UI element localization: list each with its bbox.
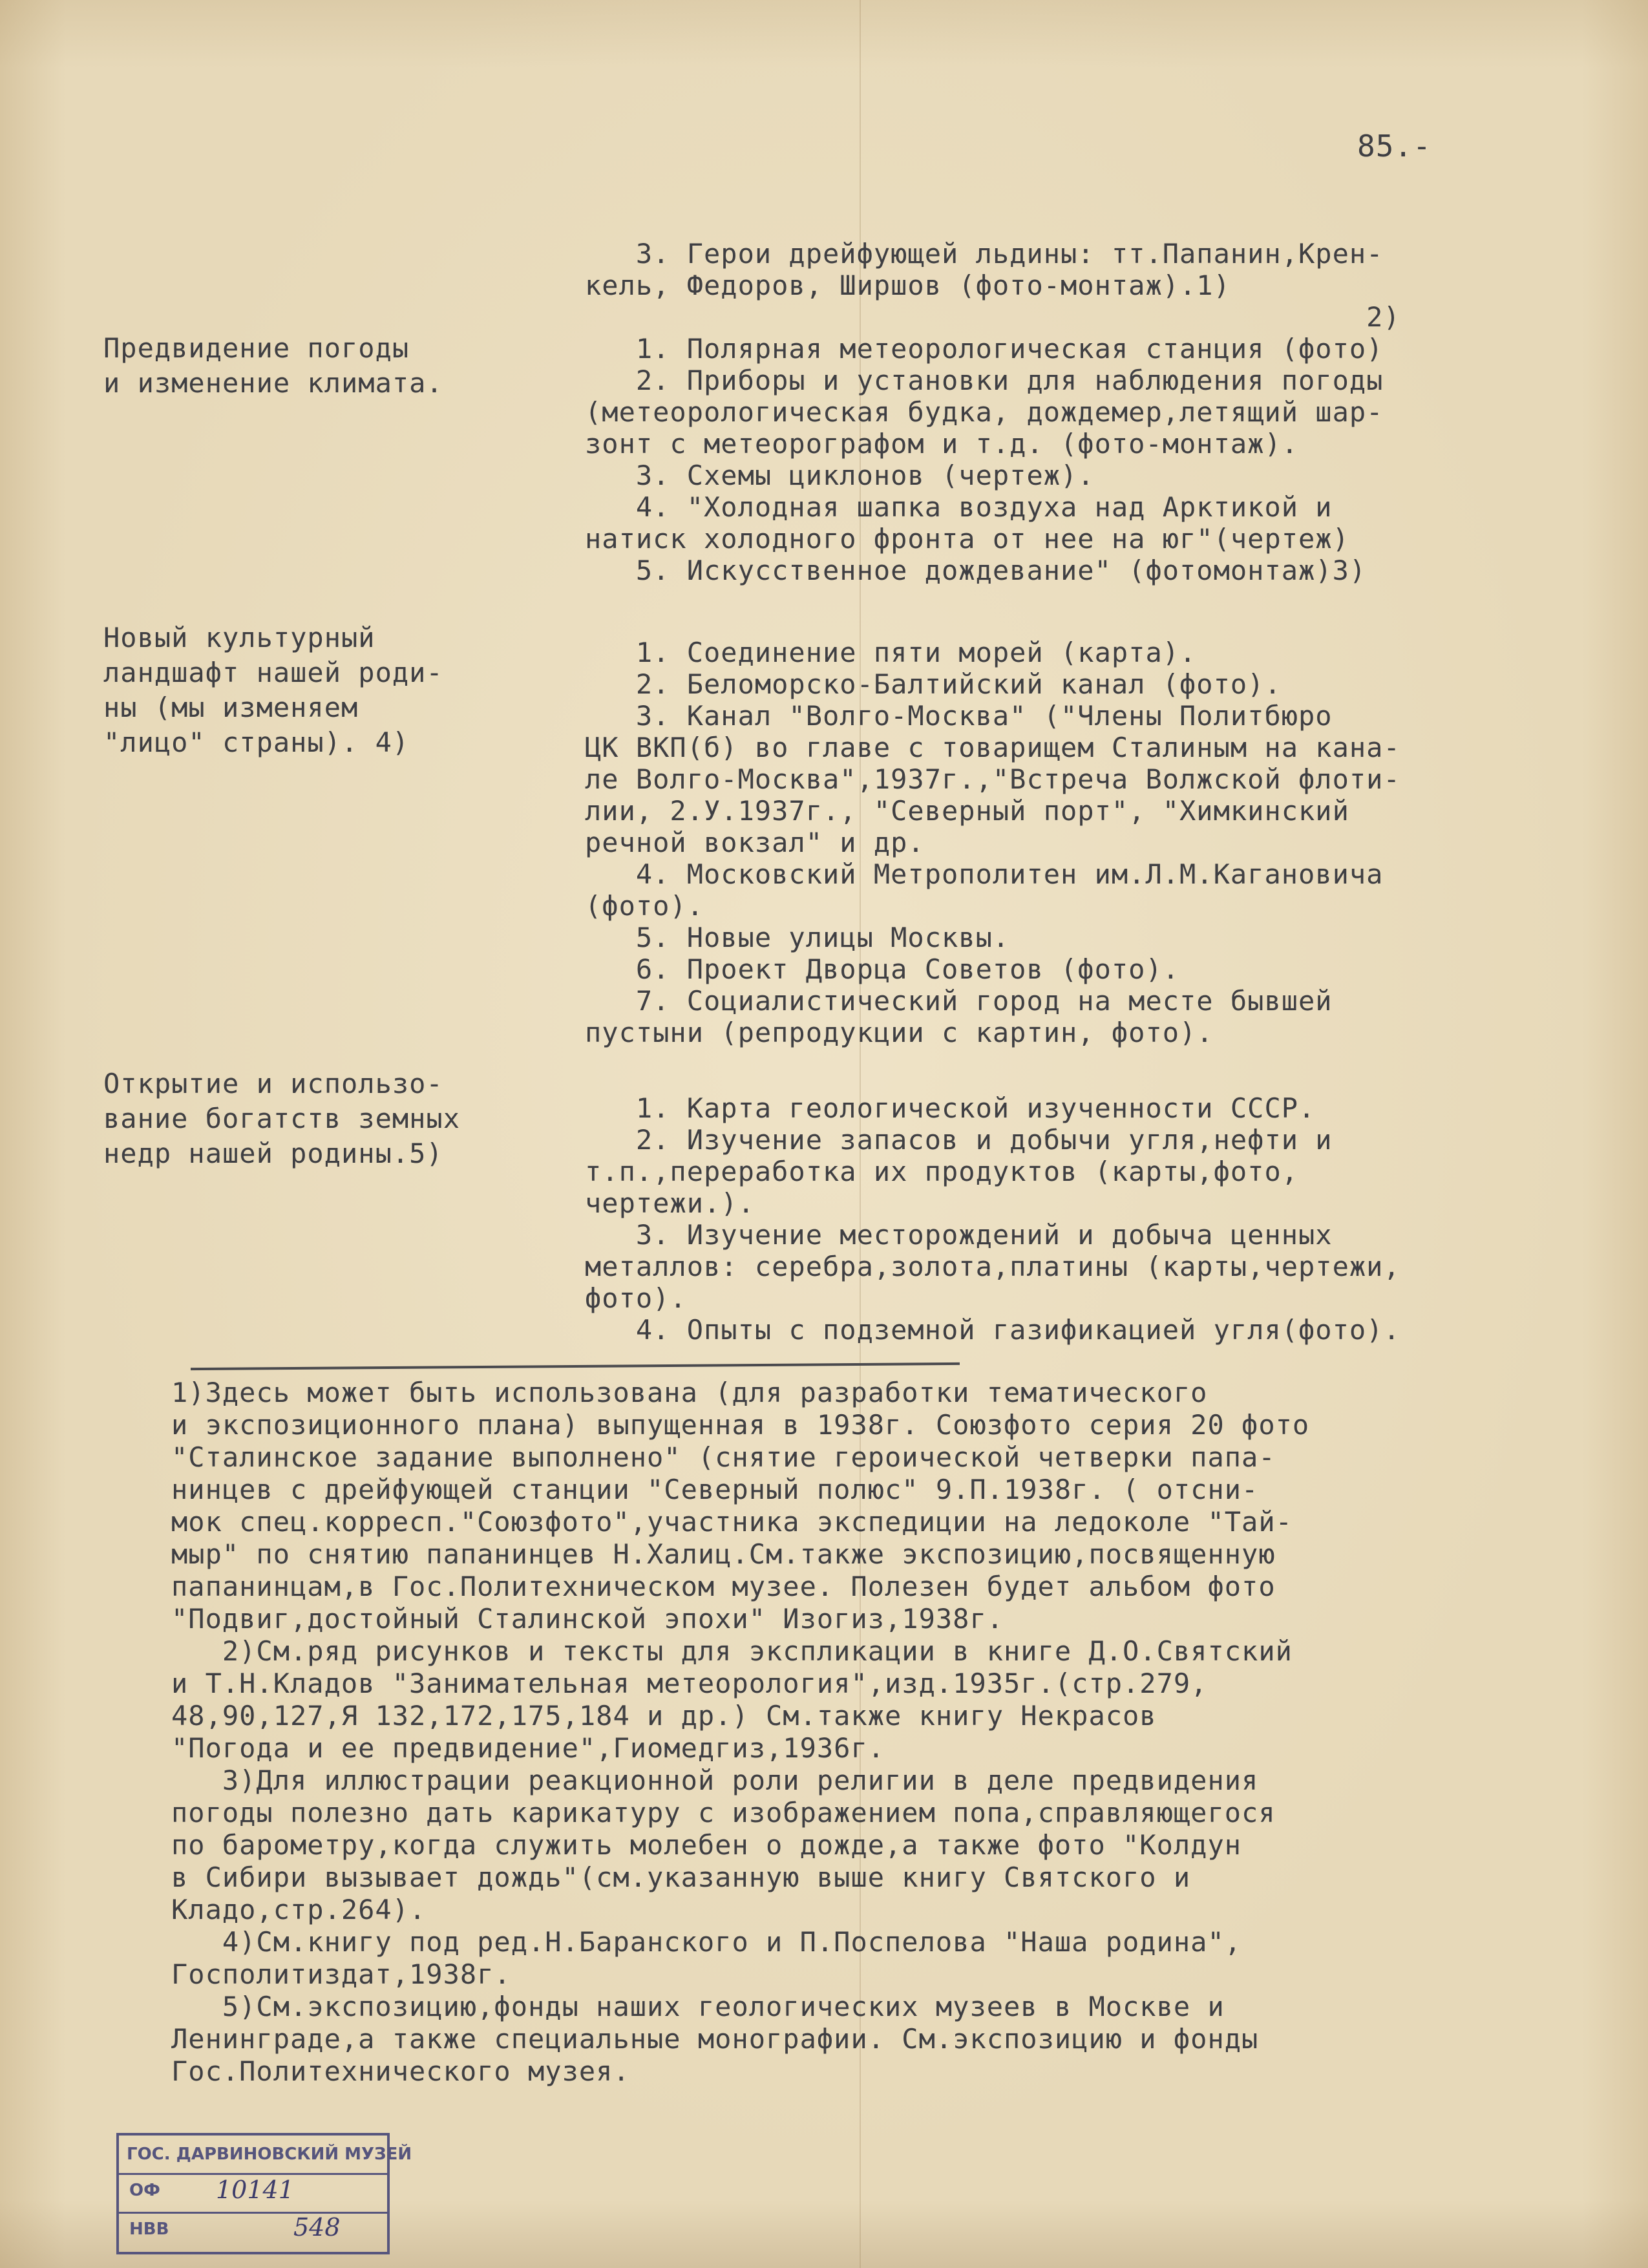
side-line: Открытие и использо- [103, 1068, 443, 1099]
item-line: 3. Герои дрейфующей льдины: тт.Папанин,Крен- [585, 238, 1384, 270]
side-line: недр нашей родины.5) [103, 1138, 443, 1169]
item-line: (фото). [585, 890, 704, 922]
item-line: 3. Изучение месторождений и добыча ценных [585, 1219, 1333, 1251]
item-line: 4. Московский Метрополитен им.Л.М.Кагановича [585, 858, 1384, 890]
section-mineral-items [585, 1092, 1400, 1346]
stamp-divider [119, 2212, 387, 2214]
side-line: "лицо" страны). 4) [103, 726, 410, 758]
item-line: 4. "Холодная шапка воздуха над Арктикой и [585, 491, 1333, 523]
stamp-fund-number: 10141 [216, 2176, 294, 2204]
item-line: кель, Федоров, Ширшов (фото-монтаж).1) [585, 270, 1231, 301]
item-line: ЦК ВКП(б) во главе с товарищем Сталиным на кана- [585, 732, 1400, 763]
footnote-line: Ленинграде,а также специальные монографии. См.экспозицию и фонды [171, 2023, 1259, 2055]
footnote-line: 3)Для иллюстрации реакционной роли религии в деле предвидения [171, 1765, 1259, 1796]
item-line: 2. Изучение запасов и добычи угля,нефти и [585, 1124, 1333, 1156]
item-line: 2. Приборы и установки для наблюдения погоды [585, 365, 1384, 396]
section-weather-items [585, 238, 1400, 586]
item-line: 3. Схемы циклонов (чертеж). [585, 460, 1095, 491]
item-line: 3. Канал "Волго-Москва" ("Члены Политбюро [585, 700, 1333, 732]
item-line: 1. Соединение пяти морей (карта). [585, 637, 1197, 668]
item-line: 6. Проект Дворца Советов (фото). [585, 953, 1180, 985]
footnote-line: "Сталинское задание выполнено" (снятие героической четверки папа- [171, 1441, 1276, 1473]
side-line: Предвидение погоды [103, 332, 410, 364]
side-line: Новый культурный [103, 622, 375, 653]
footnote-line: 4)См.книгу под ред.Н.Баранского и П.Поспелова "Наша родина", [171, 1926, 1242, 1958]
footnote-line: 5)См.экспозицию,фонды наших геологических музеев в Москве и [171, 1991, 1225, 2022]
item-line: зонт с метеорографом и т.д. (фото-монтаж). [585, 428, 1299, 460]
stamp-fund-label: ОФ [129, 2181, 160, 2200]
footnote-line: папанинцам,в Гос.Политехническом музее. Полезен будет альбом фото [171, 1571, 1276, 1602]
museum-stamp [116, 2133, 412, 2254]
item-line: 2) [585, 301, 1400, 333]
page-number: 85.- [1357, 129, 1431, 164]
stamp-divider [119, 2173, 387, 2175]
footnote-line: нинцев с дрейфующей станции "Северный полюс" 9.П.1938г. ( отсни- [171, 1474, 1259, 1505]
section-landscape-items [585, 637, 1400, 1048]
footnote-line: и экспозиционного плана) выпущенная в 1938г. Союзфото серия 20 фото [171, 1409, 1310, 1441]
footnote-line: мыр" по снятию папанинцев Н.Халиц.См.также экспозицию,посвященную [171, 1538, 1276, 1570]
footnote-line: "Погода и ее предвидение",Гиомедгиз,1936г. [171, 1732, 885, 1764]
footnote-line: по барометру,когда служить молебен о дожде,а также фото "Колдун [171, 1829, 1242, 1861]
footnote-line: 2)См.ряд рисунков и тексты для экспликации в книге Д.О.Святский [171, 1635, 1293, 1667]
footnote-line: "Подвиг,достойный Сталинской эпохи" Изогиз,1938г. [171, 1603, 1004, 1635]
item-line: 4. Опыты с подземной газификацией угля(фото). [585, 1314, 1400, 1346]
footnotes-block [171, 1377, 1309, 2088]
footnote-line: в Сибири вызывает дождь"(см.указанную выше книгу Святского и [171, 1861, 1191, 1893]
footnote-line: погоды полезно дать карикатуру с изображением попа,справляющегося [171, 1797, 1276, 1828]
item-line: речной вокзал" и др. [585, 827, 925, 858]
side-heading-weather [103, 331, 443, 401]
footnote-line: мок спец.корресп."Союзфото",участника экспедиции на ледоколе "Тай- [171, 1506, 1293, 1538]
item-line: 1. Полярная метеорологическая станция (фото) [585, 333, 1384, 365]
item-line: т.п.,переработка их продуктов (карты,фото, [585, 1156, 1299, 1187]
side-heading-mineral [103, 1066, 460, 1171]
item-line: 5. Новые улицы Москвы. [585, 922, 1010, 953]
item-line: металлов: серебра,золота,платины (карты,чертежи, [585, 1251, 1400, 1282]
footnote-line: 1)Здесь может быть использована (для разработки тематического [171, 1377, 1208, 1408]
stamp-nvv-number: 548 [293, 2213, 341, 2242]
side-line: ны (мы изменяем [103, 692, 359, 723]
footnote-line: 48,90,127,Я 132,172,175,184 и др.) См.также книгу Некрасов [171, 1700, 1157, 1732]
stamp-museum-name: ГОС. ДАРВИНОВСКИЙ МУЗЕЙ [127, 2145, 412, 2164]
item-line: пустыни (репродукции с картин, фото). [585, 1017, 1214, 1048]
footnote-line: и Т.Н.Кладов "Занимательная метеорология",изд.1935г.(стр.279, [171, 1668, 1208, 1699]
footnote-line: Гос.Политехнического музея. [171, 2055, 630, 2087]
item-line: (метеорологическая будка, дождемер,летящий шар- [585, 396, 1384, 428]
stamp-nvv-label: НВВ [129, 2220, 169, 2239]
side-line: вание богатств земных [103, 1103, 461, 1134]
item-line: чертежи.). [585, 1187, 755, 1219]
side-heading-landscape [103, 620, 443, 760]
side-line: ландшафт нашей роди- [103, 657, 443, 688]
item-line: 7. Социалистический город на месте бывшей [585, 985, 1333, 1017]
side-line: и изменение климата. [103, 367, 443, 399]
item-line: натиск холодного фронта от нее на юг"(чертеж) [585, 523, 1349, 555]
item-line: 5. Искусственное дождевание" (фотомонтаж)3) [585, 555, 1367, 586]
item-line: лии, 2.У.1937г., "Северный порт", "Химкинский [585, 795, 1349, 827]
item-line: 2. Беломорско-Балтийский канал (фото). [585, 668, 1282, 700]
item-line: 1. Карта геологической изученности СССР. [585, 1092, 1316, 1124]
footnote-line: Госполитиздат,1938г. [171, 1958, 511, 1990]
footnote-line: Кладо,стр.264). [171, 1894, 427, 1925]
item-line: ле Волго-Москва",1937г.,"Встреча Волжской флоти- [585, 763, 1400, 795]
item-line: фото). [585, 1282, 687, 1314]
